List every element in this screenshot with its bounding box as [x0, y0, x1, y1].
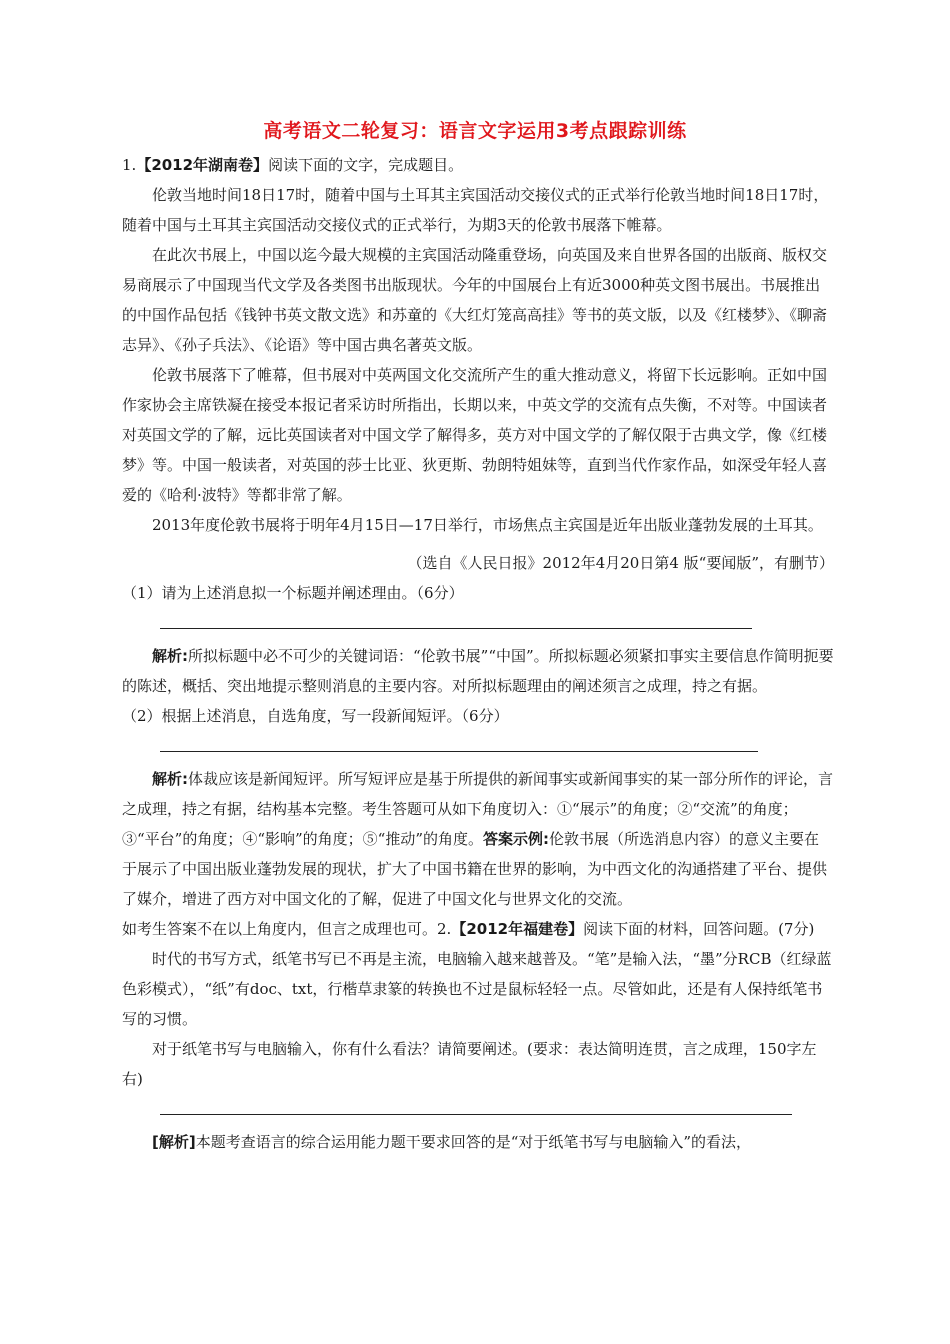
passage-paragraph: 2013年度伦敦书展将于明年4月15日—17日举行，市场焦点主宾国是近年出版业蓬勃发展的土耳其。 [152, 516, 823, 534]
analysis-label: 解析: [152, 647, 188, 665]
answer-line [160, 751, 758, 752]
passage-paragraph: 伦敦当地时间18日17时，随着中国与土耳其主宾国活动交接仪式的正式举行伦敦当地时间18日17时，随着中国与土耳其主宾国活动交接仪式的正式举行，为期3天的伦敦书展落下帷幕。 [122, 186, 829, 234]
document-body [122, 150, 834, 1157]
analysis-1 [122, 641, 834, 701]
passage-paragraph: 伦敦书展落下了帷幕，但书展对中英两国文化交流所产生的重大推动意义，将留下长远影响。正如中国作家协会主席铁凝在接受本报记者采访时所指出，长期以来，中英文学的交流有点失衡，不对等。中国读者对英国文学的了解，远比英国读者对中国文学了解得多，英方对中国文学的了解仅限于古典文学，像《红楼梦》等。中国一般读者，对英国的莎士比亚、狄更斯、勃朗特姐妹等，直到当代作家作品，如深受年轻人喜爱的《哈利·波特》等都非常了解。 [122, 366, 828, 504]
question-number: 1. [122, 156, 137, 174]
sub-question-2: （2）根据上述消息，自选角度，写一段新闻短评。（6分） [122, 707, 509, 725]
passage-paragraph: 在此次书展上，中国以迄今最大规模的主宾国活动隆重登场，向英国及来自世界各国的出版商、版权交易商展示了中国现当代文学及各类图书出版现状。今年的中国展台上有近3000种英文图书展出。书展推出的中国作品包括《钱钟书英文散文选》和苏童的《大红灯笼高高挂》等书的英文版，以及《红楼梦》、《聊斋志异》、《孙子兵法》、《论语》等中国古典名著英文版。 [122, 246, 828, 354]
analysis-3 [122, 1127, 834, 1157]
passage-paragraph: 对于纸笔书写与电脑输入，你有什么看法？请简要阐述。(要求：表达简明连贯，言之成理，150字左右) [122, 1040, 817, 1088]
answer-example-text: 伦敦书展（所选消息内容）的意义主要在于展示了中国出版业蓬勃发展的现状，扩大了中国书籍在世界的影响，为中西文化的沟通搭建了平台、提供了媒介，增进了西方对中国文化的了解，促进了中国文化与世界文化的交流。 [122, 830, 828, 908]
answer-line [160, 628, 752, 629]
question-source-tag: 【2012年福建卷】 [451, 920, 584, 938]
analysis-label: [解析] [152, 1133, 196, 1151]
analysis-label: 解析: [152, 770, 188, 788]
sub-question-1: （1）请为上述消息拟一个标题并阐述理由。（6分） [122, 584, 464, 602]
question-number: 2. [437, 920, 452, 938]
question-1-header [122, 150, 834, 180]
answer-example-label: 答案示例: [483, 830, 550, 848]
question-2-header [122, 914, 834, 944]
question-prompt: 阅读下面的材料，回答问题。(7分) [583, 920, 815, 938]
grading-note: 如考生答案不在以上角度内，但言之成理也可。 [122, 920, 438, 938]
analysis-text: 所拟标题中必不可少的关键词语：“伦敦书展”“中国”。所拟标题必须紧扣事实主要信息作简明扼要的陈述，概括、突出地提示整则消息的主要内容。对所拟标题理由的阐述须言之成理，持之有据。 [122, 647, 834, 695]
passage-source: （选自《人民日报》2012年4月20日第4 版“要闻版”，有删节） [407, 554, 834, 572]
page-title: 高考语文二轮复习：语言文字运用3考点跟踪训练 [263, 120, 687, 142]
analysis-text: 体裁应该是新闻短评。所写短评应是基于所提供的新闻事实或新闻事实的某一部分所作的评论，言之成理，持之有据，结构基本完整。考生答题可从如下角度切入：①“展示”的角度；②“交流”的角度；③“平台”的角度；④“影响”的角度；⑤“推动”的角度。 [122, 770, 834, 848]
question-prompt: 阅读下面的文字，完成题目。 [268, 156, 464, 174]
answer-line [160, 1114, 792, 1115]
passage-paragraph: 时代的书写方式，纸笔书写已不再是主流，电脑输入越来越普及。“笔”是输入法，“墨”分RCB（红绿蓝色彩模式），“纸”有doc、txt，行楷草隶篆的转换也不过是鼠标轻轻一点。尽管如此，还是有人保持纸笔书写的习惯。 [122, 950, 832, 1028]
question-source-tag: 【2012年湖南卷】 [136, 156, 269, 174]
analysis-text: 本题考查语言的综合运用能力题干要求回答的是“对于纸笔书写与电脑输入”的看法， [195, 1133, 752, 1151]
analysis-2 [122, 764, 834, 914]
